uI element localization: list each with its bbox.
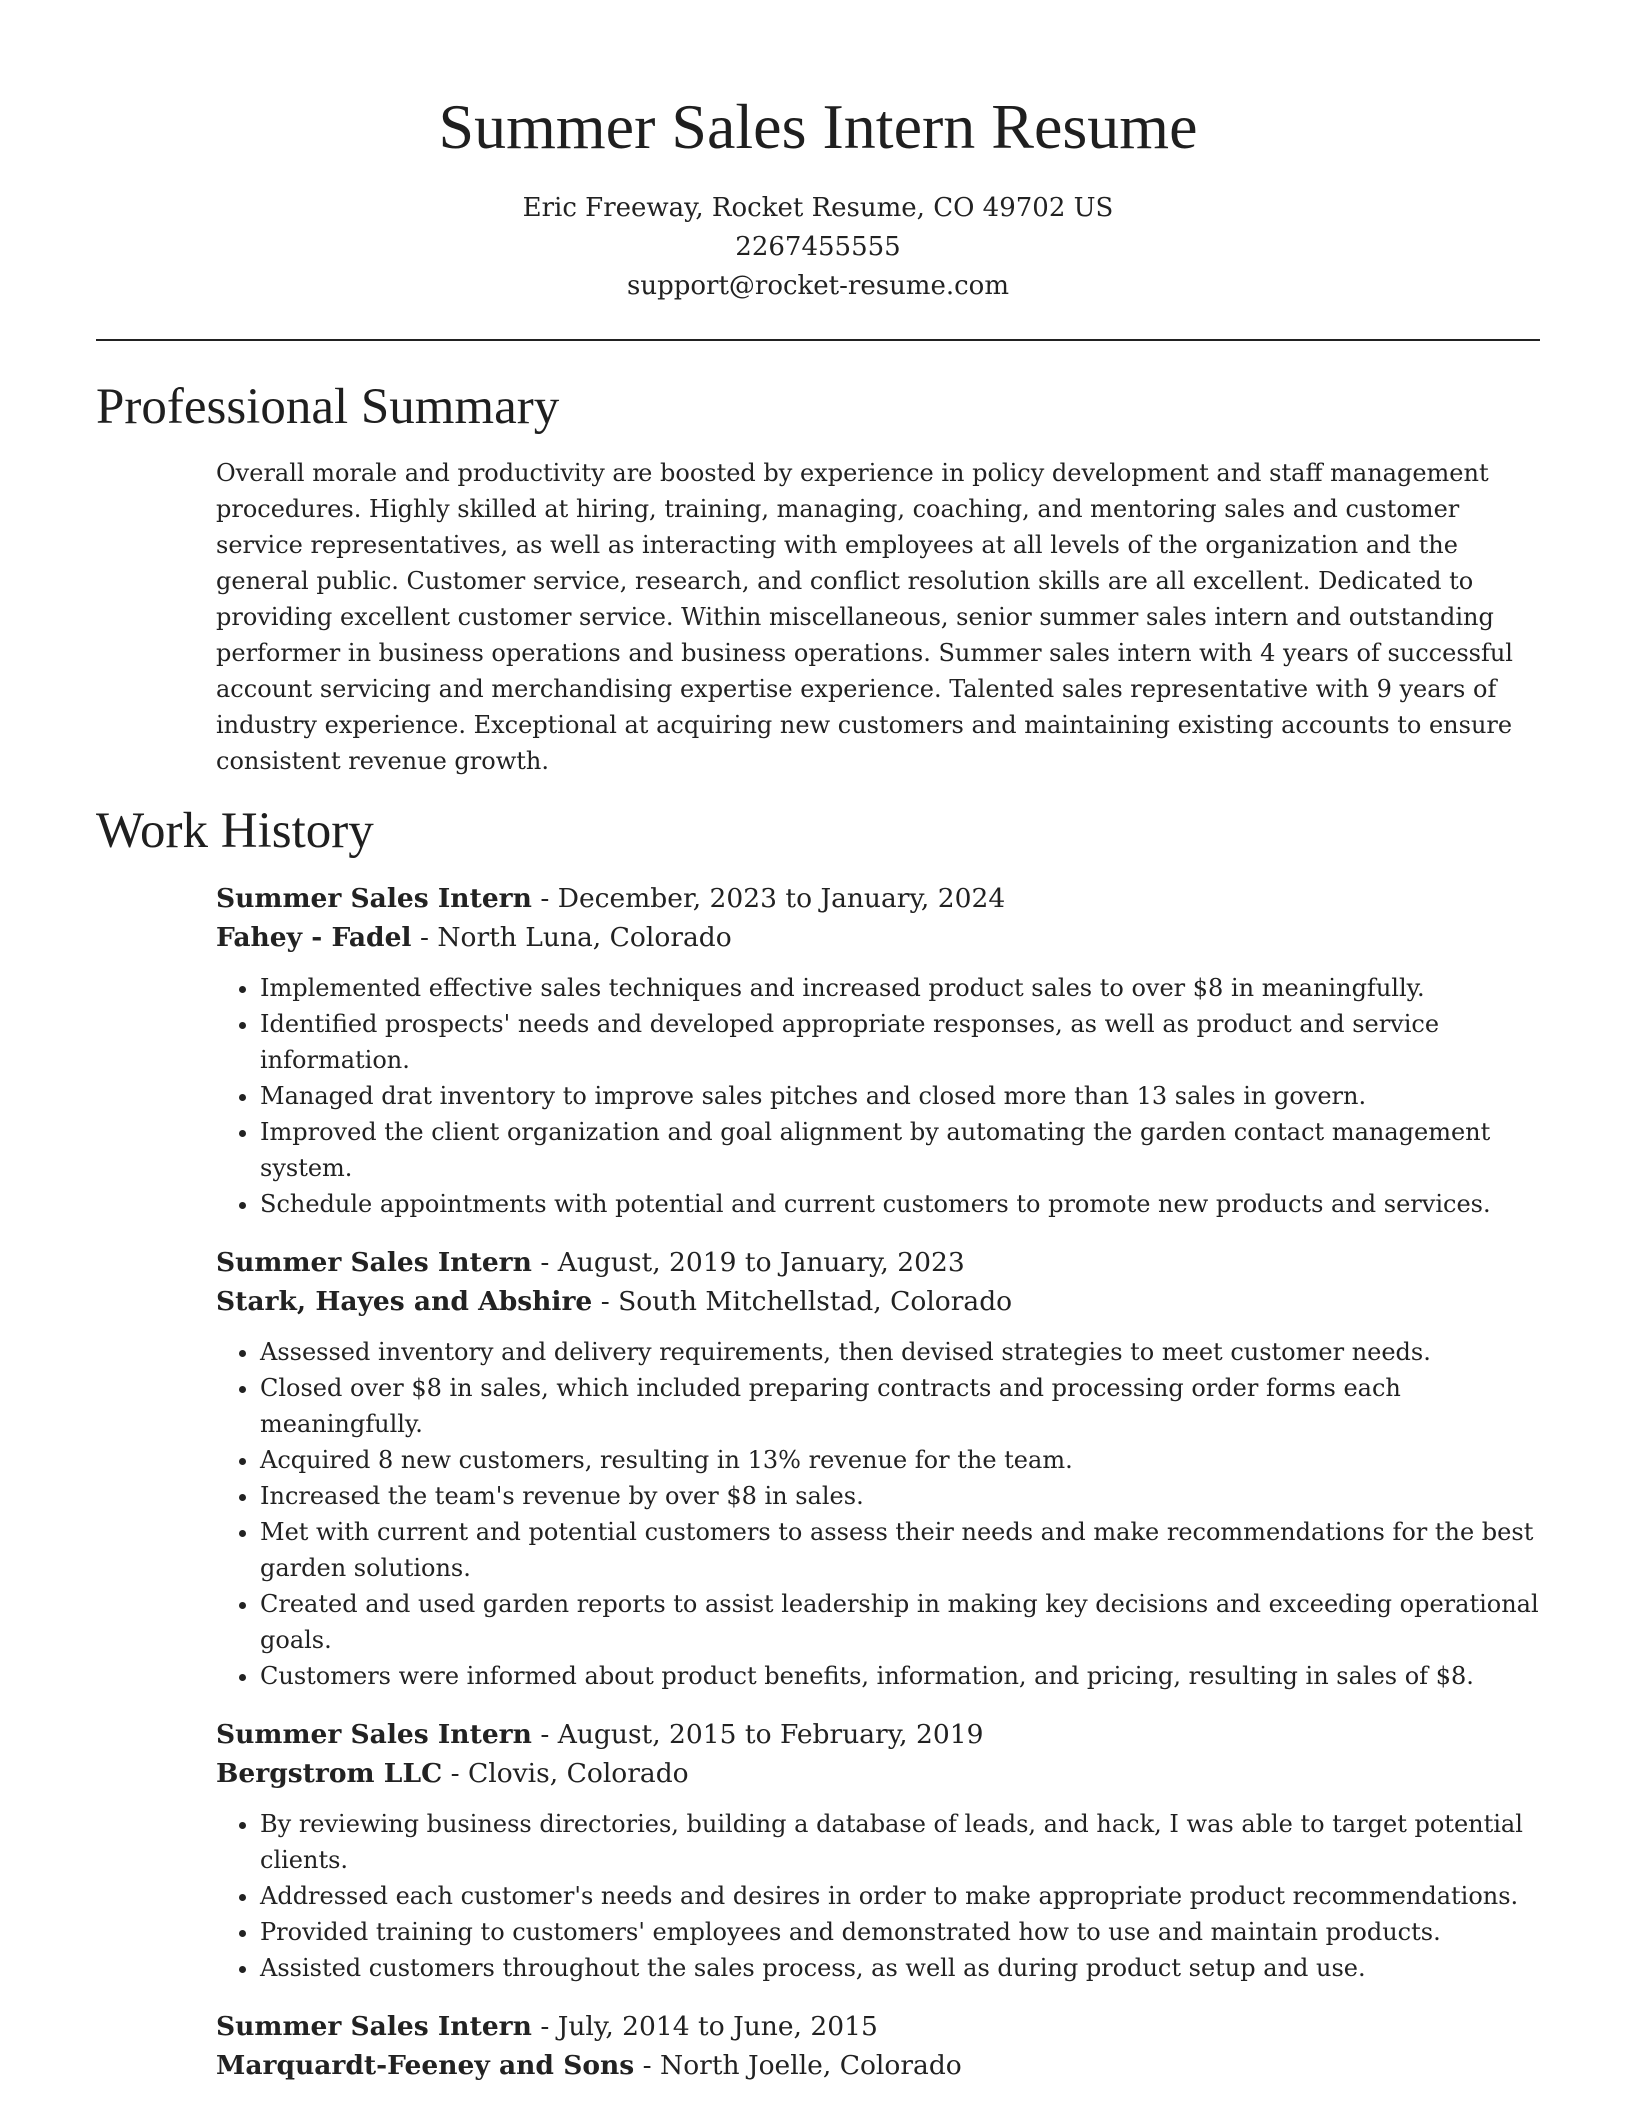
job-bullets	[216, 1334, 1540, 1694]
job-bullet: • Created and used garden reports to assist leadership in making key decisions and exceeding operational goals.	[260, 1586, 1540, 1658]
job-bullet: • Managed drat inventory to improve sales pitches and closed more than 13 sales in govern.	[260, 1078, 1540, 1114]
job-dates: December, 2023 to January, 2024	[557, 883, 1006, 914]
work-history-list	[216, 879, 1540, 2085]
job-bullet: • Addressed each customer's needs and desires in order to make appropriate product recommendations.	[260, 1878, 1540, 1914]
job-separator: -	[634, 2050, 661, 2081]
job-title-line	[216, 1715, 1540, 1754]
job-company-line	[216, 918, 1540, 957]
job-role: Summer Sales Intern	[216, 1719, 532, 1750]
job-bullets	[216, 1806, 1540, 1986]
job-company: Fahey - Fadel	[216, 922, 412, 953]
job-bullet: • Provided training to customers' employees and demonstrated how to use and maintain products.	[260, 1914, 1540, 1950]
work-history-heading: Work History	[96, 803, 374, 859]
job-entry	[216, 879, 1540, 1222]
resume-page	[96, 0, 1540, 2085]
job-title-line	[216, 2007, 1540, 2046]
job-separator: -	[592, 1286, 619, 1317]
job-bullet: • By reviewing business directories, building a database of leads, and hack, I was able to target potential clients.	[260, 1806, 1540, 1878]
job-bullet: • Met with current and potential customers to assess their needs and make recommendations for the best garden solutions.	[260, 1514, 1540, 1586]
job-bullet: • Identified prospects' needs and developed appropriate responses, as well as product and service information.	[260, 1006, 1540, 1078]
job-bullet: • Implemented effective sales techniques and increased product sales to over $8 in meaningfully.	[260, 970, 1540, 1006]
summary-heading: Professional Summary	[96, 379, 560, 435]
job-separator: -	[531, 2011, 558, 2042]
resume-title: Summer Sales Intern Resume	[438, 91, 1198, 162]
job-company-line	[216, 2046, 1540, 2085]
job-company: Marquardt-Feeney and Sons	[216, 2050, 635, 2081]
job-dates: July, 2014 to June, 2015	[557, 2011, 878, 2042]
job-location: North Luna, Colorado	[437, 922, 732, 953]
job-entry	[216, 2007, 1540, 2085]
job-bullet: • Acquired 8 new customers, resulting in 13% revenue for the team.	[260, 1442, 1540, 1478]
job-role: Summer Sales Intern	[216, 2011, 532, 2042]
job-title-line	[216, 1243, 1540, 1282]
job-bullet: • Schedule appointments with potential and current customers to promote new products and services.	[260, 1186, 1540, 1222]
contact-email: support@rocket-resume.com	[626, 271, 1009, 301]
job-bullet: • Increased the team's revenue by over $8 in sales.	[260, 1478, 1540, 1514]
job-location: South Mitchellstad, Colorado	[618, 1286, 1013, 1317]
contact-block	[96, 189, 1540, 306]
job-separator: -	[531, 1247, 558, 1278]
job-company-line	[216, 1282, 1540, 1321]
job-separator: -	[411, 922, 438, 953]
job-separator: -	[442, 1758, 468, 1789]
job-bullet: • Assessed inventory and delivery requirements, then devised strategies to meet customer needs.	[260, 1334, 1540, 1370]
job-role: Summer Sales Intern	[216, 1247, 532, 1278]
job-company-line	[216, 1754, 1540, 1793]
job-separator: -	[531, 883, 558, 914]
job-role: Summer Sales Intern	[216, 883, 532, 914]
job-entry	[216, 1715, 1540, 1986]
job-location: North Joelle, Colorado	[660, 2050, 962, 2081]
job-location: Clovis, Colorado	[467, 1758, 689, 1789]
job-bullet: • Customers were informed about product benefits, information, and pricing, resulting in sales of $8.	[260, 1658, 1540, 1694]
job-dates: August, 2015 to February, 2019	[557, 1719, 984, 1750]
contact-phone: 2267455555	[735, 232, 901, 262]
job-dates: August, 2019 to January, 2023	[557, 1247, 965, 1278]
job-bullet: • Closed over $8 in sales, which included preparing contracts and processing order forms each meaningfully.	[260, 1370, 1540, 1442]
job-company: Stark, Hayes and Abshire	[216, 1286, 593, 1317]
summary-text: Overall morale and productivity are boosted by experience in policy development and staff management procedures. Highly skilled at hiring, training, managing, coaching, and mentoring sales and customer service representatives, as well as interacting with employees at all levels of the organization and the general public. Customer service, research, and conflict resolution skills are all excellent. Dedicated to providing excellent customer service. Within miscellaneous, senior summer sales intern and outstanding performer in business operations and business operations. Summer sales intern with 4 years of successful account servicing and merchandising expertise experience. Talented sales representative with 9 years of industry experience. Exceptional at acquiring new customers and maintaining existing accounts to ensure consistent revenue growth.	[216, 459, 1513, 775]
job-title-line	[216, 879, 1540, 918]
header-divider	[96, 339, 1540, 341]
job-entry	[216, 1243, 1540, 1694]
job-company: Bergstrom LLC	[216, 1758, 443, 1789]
job-separator: -	[531, 1719, 558, 1750]
job-bullets	[216, 970, 1540, 1222]
contact-address: Eric Freeway, Rocket Resume, CO 49702 US	[522, 193, 1114, 223]
job-bullet: • Improved the client organization and goal alignment by automating the garden contact management system.	[260, 1114, 1540, 1186]
job-bullet: • Assisted customers throughout the sales process, as well as during product setup and use.	[260, 1950, 1540, 1986]
